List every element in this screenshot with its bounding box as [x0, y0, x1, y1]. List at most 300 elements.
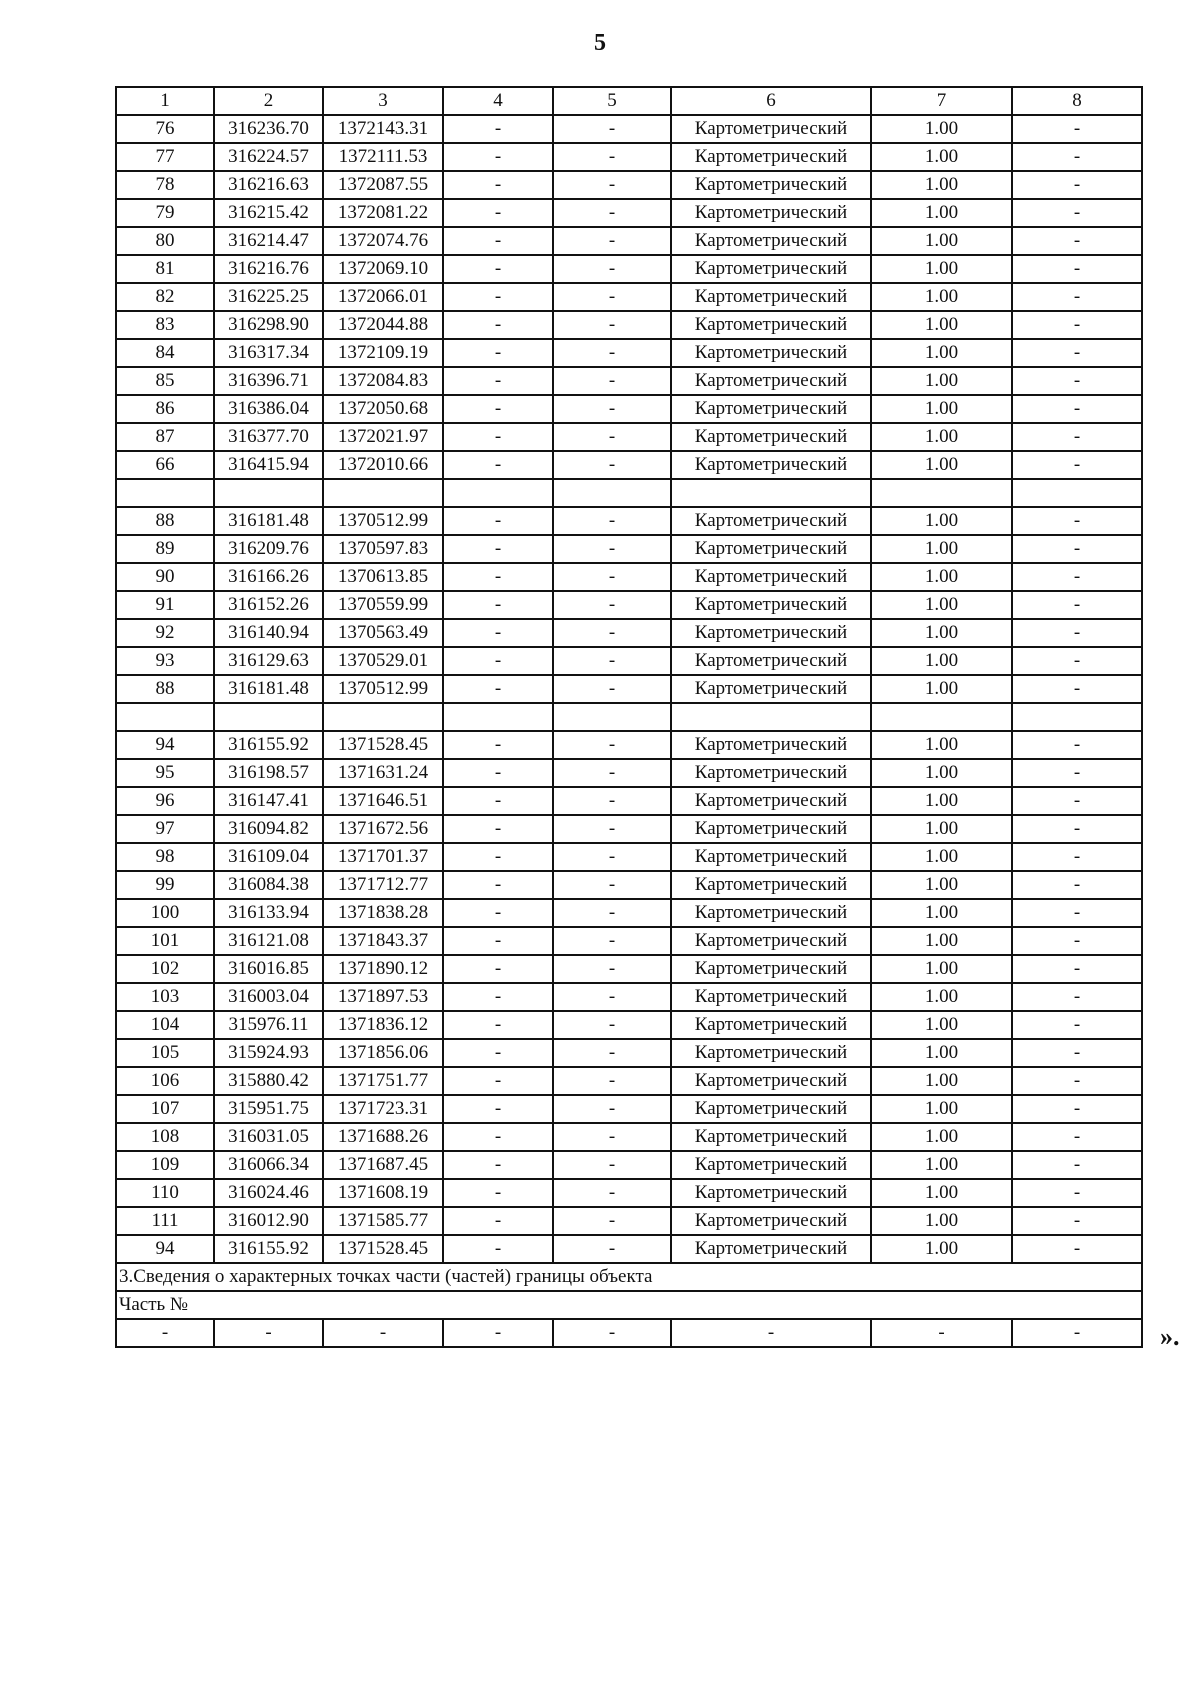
table-cell — [671, 479, 871, 507]
table-cell: 85 — [116, 367, 214, 395]
table-cell: 1372109.19 — [323, 339, 443, 367]
table-cell: - — [1012, 1235, 1142, 1263]
table-cell: - — [553, 535, 671, 563]
table-cell: Картометрический — [671, 535, 871, 563]
table-row — [116, 283, 1142, 311]
table-row — [116, 983, 1142, 1011]
table-cell — [871, 703, 1012, 731]
table-cell: - — [1012, 675, 1142, 703]
table-cell: - — [1012, 591, 1142, 619]
table-cell: 1372021.97 — [323, 423, 443, 451]
table-cell: - — [1012, 143, 1142, 171]
table-row — [116, 1039, 1142, 1067]
table-cell: 103 — [116, 983, 214, 1011]
table-cell: 1370512.99 — [323, 507, 443, 535]
table-cell: 316181.48 — [214, 507, 323, 535]
table-cell: - — [1012, 1207, 1142, 1235]
table-cell — [443, 703, 553, 731]
table-cell: 316224.57 — [214, 143, 323, 171]
table-cell: - — [553, 311, 671, 339]
table-cell: Картометрический — [671, 591, 871, 619]
table-cell: - — [443, 171, 553, 199]
table-cell: 89 — [116, 535, 214, 563]
table-cell: - — [553, 339, 671, 367]
table-cell: - — [443, 507, 553, 535]
table-row — [116, 731, 1142, 759]
table-row — [116, 171, 1142, 199]
table-cell: - — [1012, 395, 1142, 423]
table-cell: - — [443, 1011, 553, 1039]
table-cell: - — [1012, 171, 1142, 199]
table-cell: 1372111.53 — [323, 143, 443, 171]
table-cell: - — [1012, 423, 1142, 451]
table-cell: - — [443, 675, 553, 703]
table-cell: 1 — [116, 87, 214, 115]
table-cell: 1371608.19 — [323, 1179, 443, 1207]
table-cell: - — [871, 1319, 1012, 1347]
table-cell: - — [671, 1319, 871, 1347]
table-cell: 1371701.37 — [323, 843, 443, 871]
table-cell: 81 — [116, 255, 214, 283]
table-cell: 316198.57 — [214, 759, 323, 787]
table-cell: - — [323, 1319, 443, 1347]
table-cell: 1.00 — [871, 1039, 1012, 1067]
table-cell: 316215.42 — [214, 199, 323, 227]
table-cell: - — [1012, 1179, 1142, 1207]
table-cell: 316155.92 — [214, 1235, 323, 1263]
table-cell: - — [443, 255, 553, 283]
table-cell: 1371838.28 — [323, 899, 443, 927]
table-cell: 1370613.85 — [323, 563, 443, 591]
table-cell: Картометрический — [671, 451, 871, 479]
table-cell — [214, 479, 323, 507]
table-cell: 1.00 — [871, 1235, 1012, 1263]
table-cell: - — [553, 1151, 671, 1179]
table-cell: 316214.47 — [214, 227, 323, 255]
table-cell: - — [443, 115, 553, 143]
table-cell: - — [443, 759, 553, 787]
table-cell: 88 — [116, 675, 214, 703]
table-cell: Картометрический — [671, 1151, 871, 1179]
table-cell: 1.00 — [871, 759, 1012, 787]
table-row — [116, 115, 1142, 143]
table-cell: - — [1012, 339, 1142, 367]
table-cell: - — [1012, 507, 1142, 535]
table-cell: - — [443, 1151, 553, 1179]
table-cell: - — [553, 227, 671, 255]
table-cell: - — [443, 311, 553, 339]
table-header-row — [116, 87, 1142, 115]
table-cell: Картометрический — [671, 563, 871, 591]
table-row — [116, 1319, 1142, 1347]
table-cell: 316140.94 — [214, 619, 323, 647]
table-cell: 1372050.68 — [323, 395, 443, 423]
table-cell: - — [443, 647, 553, 675]
table-row — [116, 451, 1142, 479]
table-cell: 316016.85 — [214, 955, 323, 983]
table-cell: 316133.94 — [214, 899, 323, 927]
table-cell: 1.00 — [871, 1011, 1012, 1039]
table-cell: - — [553, 731, 671, 759]
table-cell: 1.00 — [871, 1067, 1012, 1095]
table-cell: 1372069.10 — [323, 255, 443, 283]
table-cell: 1.00 — [871, 507, 1012, 535]
table-row — [116, 1067, 1142, 1095]
table-cell: - — [553, 255, 671, 283]
table-cell: - — [443, 899, 553, 927]
section-title-row-text: 3.Сведения о характерных точках части (частей) границы объекта — [116, 1263, 1142, 1291]
table-cell: - — [553, 983, 671, 1011]
table-cell: - — [443, 535, 553, 563]
table-row — [116, 899, 1142, 927]
table-cell — [214, 703, 323, 731]
table-cell: - — [443, 1067, 553, 1095]
table-cell: - — [553, 171, 671, 199]
table-row — [116, 395, 1142, 423]
table-cell: 1.00 — [871, 731, 1012, 759]
table-cell — [116, 479, 214, 507]
table-cell: Картометрический — [671, 115, 871, 143]
table-cell: - — [443, 1039, 553, 1067]
table-cell: - — [1012, 367, 1142, 395]
table-cell: 316024.46 — [214, 1179, 323, 1207]
table-cell: 66 — [116, 451, 214, 479]
table-cell: - — [553, 843, 671, 871]
table-cell: 1371836.12 — [323, 1011, 443, 1039]
table-cell: 91 — [116, 591, 214, 619]
table-cell: Картометрический — [671, 899, 871, 927]
table-cell: - — [1012, 1151, 1142, 1179]
table-cell: - — [443, 143, 553, 171]
table-cell: 1372010.66 — [323, 451, 443, 479]
table-cell: - — [443, 815, 553, 843]
table-row — [116, 1123, 1142, 1151]
table-cell: - — [553, 955, 671, 983]
table-cell: - — [443, 1207, 553, 1235]
table-cell: Картометрический — [671, 1207, 871, 1235]
table-cell: Картометрический — [671, 1179, 871, 1207]
table-cell: 316152.26 — [214, 591, 323, 619]
table-row — [116, 199, 1142, 227]
table-cell: - — [443, 283, 553, 311]
table-cell: 100 — [116, 899, 214, 927]
table-row — [116, 871, 1142, 899]
table-cell: 1.00 — [871, 1151, 1012, 1179]
table-cell: - — [1012, 255, 1142, 283]
table-cell: 315951.75 — [214, 1095, 323, 1123]
table-cell: - — [553, 143, 671, 171]
table-cell: 94 — [116, 731, 214, 759]
table-cell: 7 — [871, 87, 1012, 115]
table-cell: - — [443, 871, 553, 899]
table-cell — [1012, 479, 1142, 507]
table-cell: - — [443, 591, 553, 619]
table-cell: - — [553, 619, 671, 647]
table-cell: 316181.48 — [214, 675, 323, 703]
table-cell: 88 — [116, 507, 214, 535]
table-row — [116, 507, 1142, 535]
table-cell: - — [1012, 647, 1142, 675]
table-cell: 8 — [1012, 87, 1142, 115]
table-cell: - — [553, 507, 671, 535]
table-row — [116, 619, 1142, 647]
table-cell: 96 — [116, 787, 214, 815]
table-cell: Картометрический — [671, 507, 871, 535]
table-cell — [1012, 703, 1142, 731]
table-cell: - — [443, 983, 553, 1011]
table-cell: - — [553, 1319, 671, 1347]
table-cell: Картометрический — [671, 339, 871, 367]
table-cell: 1.00 — [871, 227, 1012, 255]
table-cell: 1372066.01 — [323, 283, 443, 311]
table-cell: Картометрический — [671, 283, 871, 311]
table-cell: 76 — [116, 115, 214, 143]
table-cell: - — [1012, 619, 1142, 647]
table-cell: 1.00 — [871, 1207, 1012, 1235]
table-cell: 79 — [116, 199, 214, 227]
table-cell: 111 — [116, 1207, 214, 1235]
table-cell: 1.00 — [871, 283, 1012, 311]
table-cell: - — [443, 227, 553, 255]
table-cell: Картометрический — [671, 395, 871, 423]
table-cell: - — [1012, 759, 1142, 787]
table-cell: - — [1012, 311, 1142, 339]
table-cell: - — [443, 1095, 553, 1123]
table-cell: 108 — [116, 1123, 214, 1151]
table-cell — [671, 703, 871, 731]
table-cell: 1371631.24 — [323, 759, 443, 787]
table-cell: - — [116, 1319, 214, 1347]
table-cell: 1371890.12 — [323, 955, 443, 983]
table-cell: 2 — [214, 87, 323, 115]
table-cell: 1.00 — [871, 843, 1012, 871]
table-row — [116, 143, 1142, 171]
table-cell: 316166.26 — [214, 563, 323, 591]
table-cell: - — [1012, 731, 1142, 759]
table-cell: Картометрический — [671, 955, 871, 983]
table-cell: 1.00 — [871, 115, 1012, 143]
table-cell — [323, 703, 443, 731]
table-cell: 1371856.06 — [323, 1039, 443, 1067]
table-cell: Картометрический — [671, 143, 871, 171]
part-label-row — [116, 1291, 1142, 1319]
table-cell: Картометрический — [671, 1067, 871, 1095]
table-cell: 316415.94 — [214, 451, 323, 479]
table-cell: 6 — [671, 87, 871, 115]
table-cell: 1371528.45 — [323, 731, 443, 759]
table-cell: Картометрический — [671, 1123, 871, 1151]
table-cell: - — [443, 1179, 553, 1207]
table-cell: 1372084.83 — [323, 367, 443, 395]
table-cell: 1.00 — [871, 367, 1012, 395]
table-cell: - — [553, 675, 671, 703]
table-cell: Картометрический — [671, 255, 871, 283]
table-row — [116, 927, 1142, 955]
table-row — [116, 647, 1142, 675]
table-cell: 316121.08 — [214, 927, 323, 955]
table-cell: 1.00 — [871, 423, 1012, 451]
table-row — [116, 563, 1142, 591]
part-label-row-text: Часть № — [116, 1291, 1142, 1319]
table-cell: - — [553, 647, 671, 675]
table-cell: - — [1012, 1039, 1142, 1067]
table-cell: 316129.63 — [214, 647, 323, 675]
table-cell: - — [1012, 983, 1142, 1011]
table-body — [116, 87, 1142, 1347]
table-cell: 1.00 — [871, 1179, 1012, 1207]
table-cell: 316084.38 — [214, 871, 323, 899]
table-cell: - — [553, 115, 671, 143]
table-cell: Картометрический — [671, 227, 871, 255]
table-cell: - — [443, 199, 553, 227]
table-row — [116, 955, 1142, 983]
table-cell: - — [1012, 1067, 1142, 1095]
table-cell: 86 — [116, 395, 214, 423]
table-cell: 90 — [116, 563, 214, 591]
table-cell: Картометрический — [671, 619, 871, 647]
table-cell: 1.00 — [871, 619, 1012, 647]
table-cell: 102 — [116, 955, 214, 983]
table-cell: 315924.93 — [214, 1039, 323, 1067]
table-cell: 110 — [116, 1179, 214, 1207]
table-cell: 1.00 — [871, 199, 1012, 227]
table-cell: 316094.82 — [214, 815, 323, 843]
table-cell: Картометрический — [671, 787, 871, 815]
table-row — [116, 1011, 1142, 1039]
table-cell: 94 — [116, 1235, 214, 1263]
table-cell: 316236.70 — [214, 115, 323, 143]
table-cell: 1370512.99 — [323, 675, 443, 703]
table-cell: - — [214, 1319, 323, 1347]
table-cell: 1372143.31 — [323, 115, 443, 143]
table-cell: - — [553, 899, 671, 927]
table-cell: 316396.71 — [214, 367, 323, 395]
table-cell — [871, 479, 1012, 507]
table-cell: 1.00 — [871, 395, 1012, 423]
table-cell: 316216.76 — [214, 255, 323, 283]
table-cell: - — [553, 787, 671, 815]
table-cell: 316209.76 — [214, 535, 323, 563]
table-cell: Картометрический — [671, 843, 871, 871]
table-cell: Картометрический — [671, 675, 871, 703]
table-cell: 1.00 — [871, 255, 1012, 283]
table-cell: 1371723.31 — [323, 1095, 443, 1123]
table-cell: 105 — [116, 1039, 214, 1067]
table-cell: - — [553, 1011, 671, 1039]
table-cell: 1371585.77 — [323, 1207, 443, 1235]
table-cell: - — [1012, 955, 1142, 983]
table-row — [116, 759, 1142, 787]
table-cell: 1371751.77 — [323, 1067, 443, 1095]
table-row — [116, 591, 1142, 619]
table-cell: 315880.42 — [214, 1067, 323, 1095]
table-cell: - — [553, 395, 671, 423]
table-row — [116, 675, 1142, 703]
table-row — [116, 815, 1142, 843]
table-cell: 5 — [553, 87, 671, 115]
table-row — [116, 843, 1142, 871]
table-cell: - — [1012, 871, 1142, 899]
table-cell: 316066.34 — [214, 1151, 323, 1179]
table-cell: Картометрический — [671, 171, 871, 199]
table-cell: - — [1012, 283, 1142, 311]
table-cell: - — [443, 563, 553, 591]
table-cell: Картометрический — [671, 1039, 871, 1067]
table-cell: 101 — [116, 927, 214, 955]
table-cell: - — [443, 619, 553, 647]
table-cell: Картометрический — [671, 647, 871, 675]
table-cell — [553, 703, 671, 731]
table-cell: Картометрический — [671, 311, 871, 339]
table-cell: 93 — [116, 647, 214, 675]
table-cell: 98 — [116, 843, 214, 871]
closing-quote: ». — [1160, 1322, 1180, 1351]
table-cell: 80 — [116, 227, 214, 255]
table-row — [116, 423, 1142, 451]
table-cell: 316147.41 — [214, 787, 323, 815]
table-cell: - — [1012, 563, 1142, 591]
table-cell: 1.00 — [871, 983, 1012, 1011]
table-cell: 1371687.45 — [323, 1151, 443, 1179]
table-row — [116, 1151, 1142, 1179]
table-cell: 315976.11 — [214, 1011, 323, 1039]
page-number: 5 — [594, 30, 606, 56]
table-cell: - — [1012, 1123, 1142, 1151]
table-cell: 1.00 — [871, 171, 1012, 199]
table-cell: Картометрический — [671, 1235, 871, 1263]
table-cell: 99 — [116, 871, 214, 899]
coordinates-table — [115, 86, 1143, 1348]
table-cell: 1.00 — [871, 563, 1012, 591]
table-cell: 97 — [116, 815, 214, 843]
table-cell: - — [1012, 815, 1142, 843]
table-cell: - — [1012, 451, 1142, 479]
table-cell: 1.00 — [871, 787, 1012, 815]
table-cell: Картометрический — [671, 1095, 871, 1123]
table-cell: - — [1012, 1319, 1142, 1347]
table-cell: 1.00 — [871, 311, 1012, 339]
table-cell: 1.00 — [871, 815, 1012, 843]
table-cell: 316155.92 — [214, 731, 323, 759]
table-cell: - — [1012, 843, 1142, 871]
table-row — [116, 535, 1142, 563]
table-cell: - — [1012, 227, 1142, 255]
table-row — [116, 339, 1142, 367]
table-cell: 316317.34 — [214, 339, 323, 367]
table-cell: 83 — [116, 311, 214, 339]
table-cell: - — [553, 927, 671, 955]
table-cell: 78 — [116, 171, 214, 199]
table-cell: - — [443, 1319, 553, 1347]
table-cell: - — [553, 1207, 671, 1235]
table-cell: - — [553, 815, 671, 843]
table-cell: - — [443, 927, 553, 955]
table-cell: 1.00 — [871, 927, 1012, 955]
table-row — [116, 1207, 1142, 1235]
table-cell: 95 — [116, 759, 214, 787]
table-cell: 1371897.53 — [323, 983, 443, 1011]
table-cell: - — [553, 367, 671, 395]
table-cell: - — [553, 1067, 671, 1095]
table-cell: 82 — [116, 283, 214, 311]
table-cell — [553, 479, 671, 507]
table-cell: Картометрический — [671, 871, 871, 899]
table-cell: 1.00 — [871, 339, 1012, 367]
table-cell: 84 — [116, 339, 214, 367]
table-cell: Картометрический — [671, 759, 871, 787]
table-cell: 1.00 — [871, 871, 1012, 899]
table-cell: 1372074.76 — [323, 227, 443, 255]
